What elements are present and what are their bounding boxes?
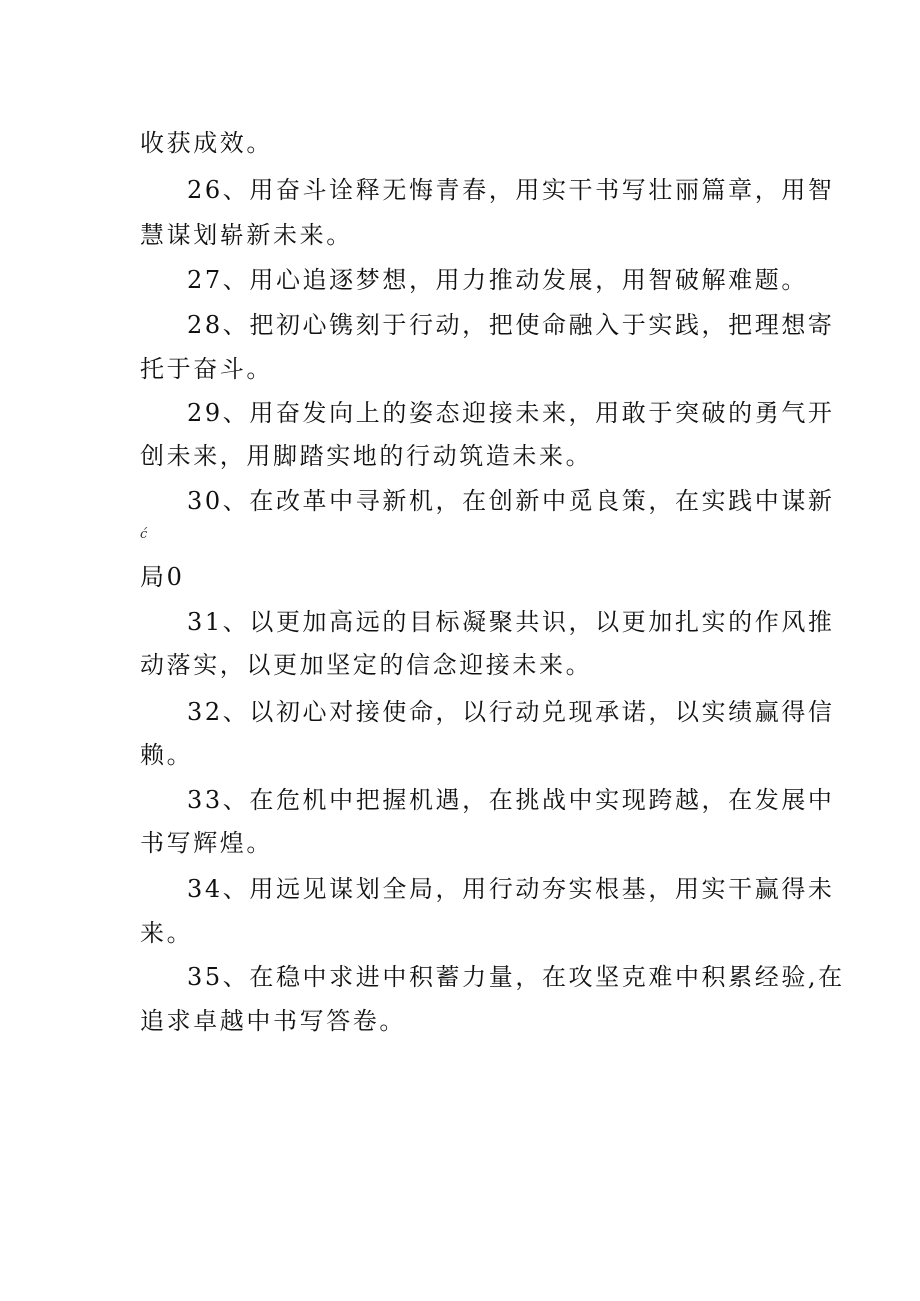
text-line: 收获成效。 <box>140 129 273 157</box>
item-30: 30、在改革中寻新机，在创新中觅良策，在实践中谋新 <box>187 487 835 515</box>
stray-mark: ć <box>140 527 148 542</box>
text-line: 创未来，用脚踏实地的行动筑造未来。 <box>140 442 593 470</box>
item-27: 27、用心追逐梦想，用力推动发展，用智破解难题。 <box>187 266 808 294</box>
text-line: 慧谋划崭新未来。 <box>140 221 353 249</box>
text-line: 追求卓越中书写答卷。 <box>140 1007 406 1035</box>
item-28: 28、把初心镌刻于行动，把使命融入于实践，把理想寄 <box>187 311 835 339</box>
item-26: 26、用奋斗诠释无悔青春，用实干书写壮丽篇章，用智 <box>187 176 835 204</box>
text-line: 赖。 <box>140 741 194 769</box>
text-line: 来。 <box>140 919 194 947</box>
text-line: 局0 <box>140 563 185 591</box>
text-line: 动落实，以更加坚定的信念迎接未来。 <box>140 651 593 679</box>
item-34: 34、用远见谋划全局，用行动夯实根基，用实干赢得未 <box>187 875 835 903</box>
item-31: 31、以更加高远的目标凝聚共识，以更加扎实的作风推 <box>187 608 835 636</box>
item-29: 29、用奋发向上的姿态迎接未来，用敢于突破的勇气开 <box>187 399 835 427</box>
text-line: 书写辉煌。 <box>140 829 273 857</box>
item-33: 33、在危机中把握机遇，在挑战中实现跨越，在发展中 <box>187 786 835 814</box>
item-35: 35、在稳中求进中积蓄力量，在攻坚克难中积累经验,在 <box>187 963 845 991</box>
item-32: 32、以初心对接使命，以行动兑现承诺，以实绩赢得信 <box>187 698 835 726</box>
text-line: 托于奋斗。 <box>140 355 273 383</box>
